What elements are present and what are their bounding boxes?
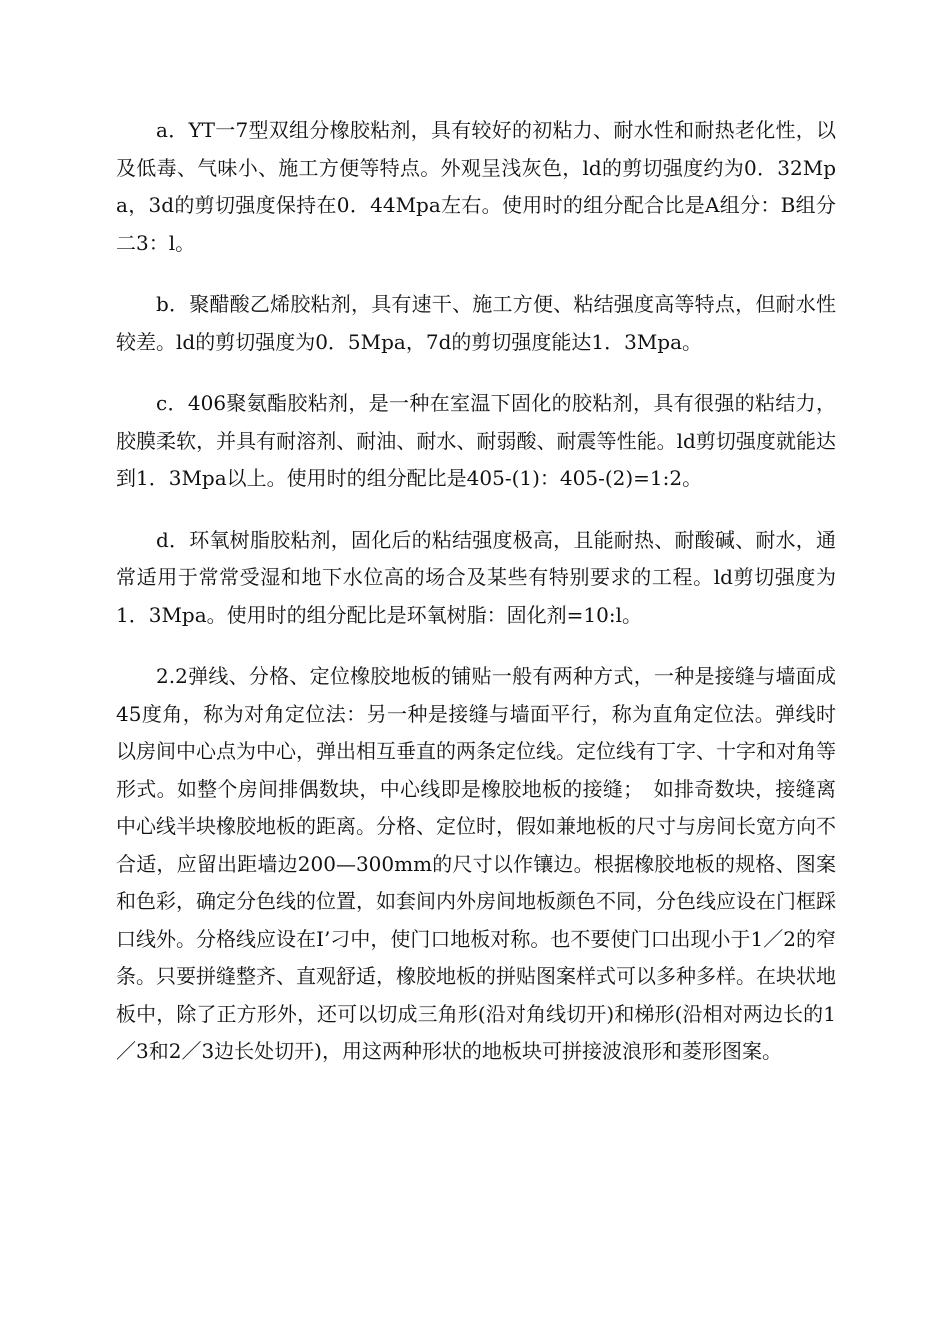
document-body [116,112,836,1095]
paragraph-adhesive-a: a．YT一7型双组分橡胶粘剂，具有较好的初粘力、耐水性和耐热老化性，以及低毒、气味小、施工方便等特点。外观呈浅灰色，ld的剪切强度约为0．32Mpa，3d的剪切强度保持在0．44Mpa左右。使用时的组分配合比是A组分：B组分二3：l。 [116,118,836,255]
paragraph-adhesive-c: c．406聚氨酯胶粘剂，是一种在室温下固化的胶粘剂，具有很强的粘结力，胶膜柔软，并具有耐溶剂、耐油、耐水、耐弱酸、耐震等性能。ld剪切强度就能达到1．3Mpa以上。使用时的组分配比是405-(1)：405-(2)=1:2。 [116,391,836,490]
paragraph-adhesive-d: d．环氧树脂胶粘剂，固化后的粘结强度极高，且能耐热、耐酸碱、耐水，通常适用于常常受湿和地下水位高的场合及某些有特别要求的工程。ld剪切强度为1．3Mpa。使用时的组分配比是环氧树脂：固化剂=10:l。 [116,527,836,627]
paragraph-adhesive-b: b．聚醋酸乙烯胶粘剂，具有速干、施工方便、粘结强度高等特点，但耐水性较差。ld的剪切强度为0．5Mpa，7d的剪切强度能达1．3Mpa。 [116,292,836,354]
paragraph-section-2-2: 2.2弹线、分格、定位橡胶地板的铺贴一般有两种方式，一种是接缝与墙面成45度角，称为对角定位法：另一种是接缝与墙面平行，称为直角定位法。弹线时以房间中心点为中心，弹出相互垂直的两条定位线。定位线有丁字、十字和对角等形式。如整个房间排偶数块，中心线即是橡胶地板的接缝； 如排奇数块，接缝离中心线半块橡胶地板的距离。分格、定位时，假如兼地板的尺寸与房间长宽方向不合适，应留出距墙边200—300mm的尺寸以作镶边。根据橡胶地板的规格、图案和色彩，确定分色线的位置，如套间内外房间地板颜色不同，分色线应设在门框踩口线外。分格线应设在I’刁中，使门口地板对称。也不要使门口出现小于1／2的窄条。只要拼缝整齐、直观舒适，橡胶地板的拼贴图案样式可以多种多样。在块状地板中，除了正方形外，还可以切成三角形(沿对角线切开)和梯形(沿相对两边长的1／3和2／3边长处切开)，用这两种形状的地板块可拼接波浪形和菱形图案。 [116,664,836,1063]
